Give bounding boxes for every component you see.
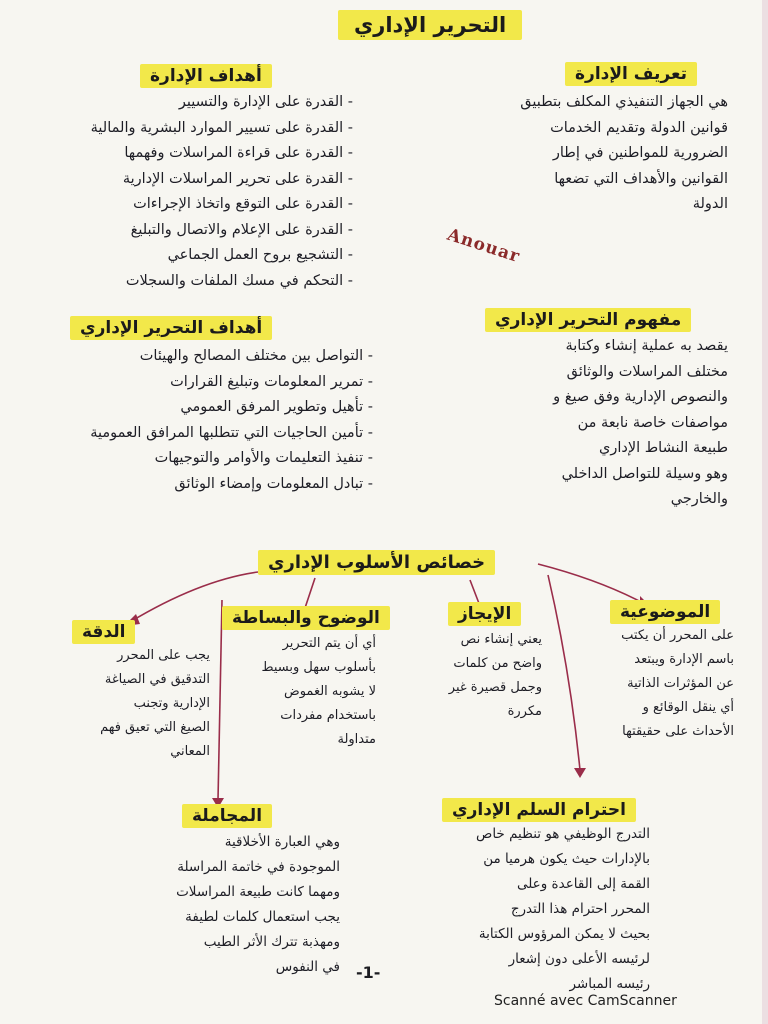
admin-goals-heading: أهداف الإدارة (140, 64, 272, 88)
definition-line: القوانين والأهداف التي تضعها (554, 170, 728, 187)
feature-line: ومهما كانت طبيعة المراسلات (176, 884, 340, 900)
feature-line: واضح من كلمات (453, 656, 542, 671)
feature-line: بالإدارات حيث يكون هرميا من (483, 851, 650, 867)
feature-heading: الوضوح والبساطة (222, 606, 390, 630)
concept-line: والخارجي (670, 491, 728, 507)
feature-line: يجب استعمال كلمات لطيفة (185, 909, 340, 925)
list-item: - تمرير المعلومات وتبليغ القرارات (90, 370, 373, 396)
definition-line: هي الجهاز التنفيذي المكلف بتطبيق (520, 94, 728, 110)
feature-line: مكررة (507, 704, 542, 719)
list-item: - تبادل المعلومات وإمضاء الوثائق (90, 472, 373, 498)
feature-line: باسم الإدارة ويبتعد (634, 652, 734, 667)
feature-text-hierarchy (476, 822, 650, 997)
feature-heading: الإيجاز (448, 602, 521, 626)
list-item: - القدرة على تسيير الموارد البشرية والمالية (91, 116, 353, 142)
features-title: خصائص الأسلوب الإداري (258, 550, 495, 575)
concept-line: مواصفات خاصة نابعة من (577, 414, 728, 431)
concept-heading: مفهوم التحرير الإداري (485, 308, 691, 332)
concept-line: مختلف المراسلات والوثائق (566, 363, 728, 380)
list-item: - القدرة على الإدارة والتسيير (91, 90, 353, 116)
signature: Anouar (444, 224, 523, 268)
feature-line: المعاني (170, 744, 210, 759)
feature-heading: المجاملة (182, 804, 272, 828)
definition-line: الضرورية للمواطنين في إطار (552, 145, 728, 161)
feature-line: ومهذبة تترك الأثر الطيب (203, 934, 340, 950)
feature-heading: الموضوعية (610, 600, 720, 624)
concept-line: يقصد به عملية إنشاء وكتابة (565, 338, 728, 354)
list-item: - التحكم في مسك الملفات والسجلات (91, 269, 353, 295)
writing-goals-list (90, 344, 373, 497)
feature-line: بأسلوب سهل وبسيط (261, 660, 376, 675)
concept-text (553, 334, 728, 513)
definition-line: قوانين الدولة وتقديم الخدمات (550, 119, 728, 136)
concept-line: وهو وسيلة للتواصل الداخلي (561, 465, 728, 482)
connector-hierarchy (548, 575, 580, 770)
concept-line: طبيعة النشاط الإداري (599, 440, 728, 456)
feature-line: على المحرر أن يكتب (621, 628, 734, 643)
feature-line: لا يشوبه الغموض (284, 684, 376, 699)
list-item: - تنفيذ التعليمات والأوامر والتوجيهات (90, 446, 373, 472)
list-item: - القدرة على تحرير المراسلات الإدارية (91, 167, 353, 193)
feature-line: يعني إنشاء نص (460, 632, 542, 647)
writing-goals-heading: أهداف التحرير الإداري (70, 316, 272, 340)
list-item: - القدرة على قراءة المراسلات وفهمها (91, 141, 353, 167)
feature-heading: احترام السلم الإداري (442, 798, 636, 822)
feature-line: التدقيق في الصياغة (104, 672, 210, 687)
definition-line: الدولة (692, 196, 728, 212)
feature-line: أي أن يتم التحرير (282, 636, 376, 651)
connector-clarity (305, 578, 315, 608)
feature-line: الصيغ التي تعيق فهم (100, 720, 210, 735)
page-number: -1- (356, 963, 381, 982)
list-item: - التواصل بين مختلف المصالح والهيئات (90, 344, 373, 370)
feature-line: لرئيسه الأعلى دون إشعار (508, 951, 650, 967)
feature-heading: الدقة (72, 620, 135, 644)
feature-text-brevity (449, 628, 542, 724)
list-item: - القدرة على التوقع واتخاذ الإجراءات (91, 192, 353, 218)
list-item: - التشجيع بروح العمل الجماعي (91, 243, 353, 269)
feature-line: التدرج الوظيفي هو تنظيم خاص (476, 826, 650, 842)
feature-text-clarity (262, 632, 376, 752)
feature-line: المحرر احترام هذا التدرج (510, 901, 650, 917)
feature-line: وهي العبارة الأخلاقية (224, 834, 340, 850)
feature-line: في النفوس (275, 959, 340, 975)
connector-objectivity (538, 564, 645, 604)
list-item: - تأهيل وتطوير المرفق العمومي (90, 395, 373, 421)
feature-text-courtesy (176, 830, 340, 980)
connector-courtesy (218, 600, 222, 800)
feature-line: الموجودة في خاتمة المراسلة (177, 859, 340, 875)
definition-heading: تعريف الإدارة (565, 62, 697, 86)
feature-line: عن المؤثرات الذاتية (627, 676, 734, 691)
feature-line: باستخدام مفردات (280, 708, 376, 723)
definition-text (520, 90, 728, 218)
feature-line: الإدارية وتجنب (133, 696, 210, 711)
page-title: التحرير الإداري (338, 10, 522, 40)
feature-line: يجب على المحرر (117, 648, 210, 663)
feature-line: القمة إلى القاعدة وعلى (516, 876, 650, 892)
feature-line: متداولة (337, 732, 376, 747)
feature-line: رئيسه المباشر (569, 976, 650, 992)
scanner-footer: Scanné avec CamScanner (494, 993, 677, 1009)
admin-goals-list (91, 90, 353, 294)
feature-line: وجمل قصيرة غير (448, 680, 542, 695)
feature-line: بحيث لا يمكن المرؤوس الكتابة (478, 926, 650, 942)
feature-line: أي ينقل الوقائع و (642, 700, 734, 715)
feature-text-objectivity (621, 624, 734, 744)
feature-text-precision (100, 644, 210, 764)
list-item: - تأمين الحاجيات التي تتطلبها المرافق العمومية (90, 421, 373, 447)
list-item: - القدرة على الإعلام والاتصال والتبليغ (91, 218, 353, 244)
page-edge (762, 0, 768, 1024)
feature-line: الأحداث على حقيقتها (622, 724, 734, 739)
concept-line: والنصوص الإدارية وفق صيغ و (553, 389, 728, 405)
